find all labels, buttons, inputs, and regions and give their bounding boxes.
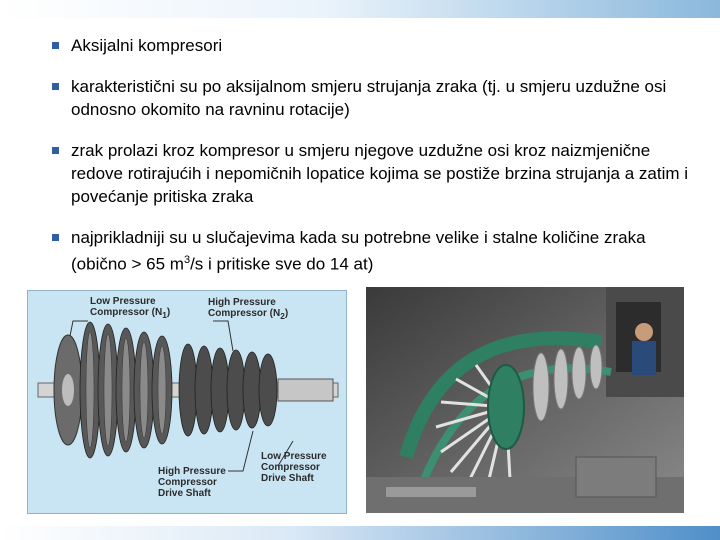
bullet-text-before: najprikladniji su u slučajevima kada su potrebne velike i stalne količine zraka (obično > 65 m [71, 228, 646, 274]
front-hub-shape [62, 374, 74, 406]
shaft-end-shape [278, 379, 333, 401]
slide-title-text: Aksijalni kompresori [71, 36, 223, 55]
bullet-marker-icon [52, 147, 59, 154]
slide-title [52, 34, 692, 57]
high-pressure-blade-rows [179, 344, 277, 436]
axial-compressor-rotor-photo-icon [366, 287, 684, 513]
hp-drive-shaft-label: High Pressure Compressor Drive Shaft [158, 466, 226, 499]
bullet-text: karakteristični su po aksijalnom smjeru strujanja zraka (tj. u smjeru uzdužne osi odnosno okomito na ravninu rotacije) [71, 77, 667, 119]
top-gradient-bar [0, 0, 720, 18]
compressor-diagram [27, 290, 347, 514]
bullet-text: zrak prolazi kroz kompresor u smjeru njegove uzdužne osi kroz naizmjenične redove rotirajućih i nepomičnih lopatice kojima se postiže brzina strujanja a zatim i povećanje pritiska zraka [71, 141, 689, 206]
bullet-superscript: 3 [183, 254, 191, 266]
bullet-marker-icon [52, 83, 59, 90]
hp-compressor-label: High Pressure Compressor $(N_2)$ [208, 297, 289, 321]
bullet-marker-icon [52, 42, 59, 49]
bullet-item [52, 75, 692, 121]
lp-drive-shaft-label: Low Pressure Compressor Drive Shaft [261, 451, 327, 484]
compressor-photo [366, 287, 684, 513]
bullet-item [52, 139, 692, 208]
bottom-gradient-bar [0, 526, 720, 540]
bullet-list [52, 34, 692, 294]
lp-compressor-label: Low Pressure Compressor $(N_1)$ [90, 296, 171, 320]
bullet-item [52, 226, 692, 276]
bullet-text-after: /s i pritiske sve do 14 at) [190, 254, 374, 274]
bullet-marker-icon [52, 234, 59, 241]
